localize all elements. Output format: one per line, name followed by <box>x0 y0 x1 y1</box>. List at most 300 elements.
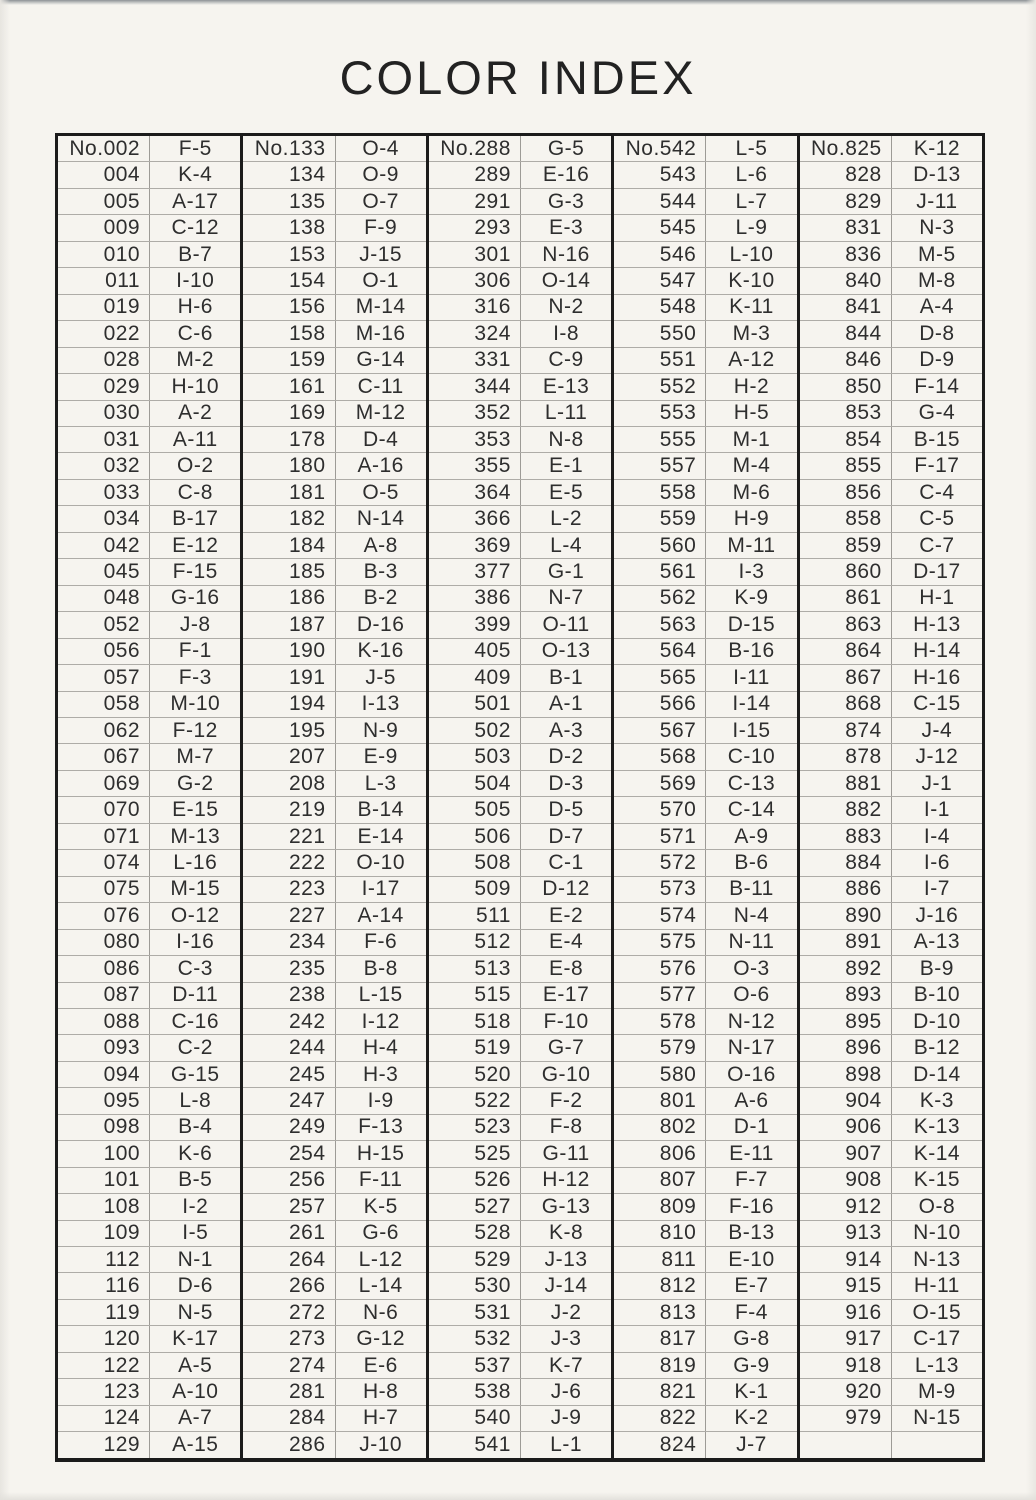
color-code-cell: K-12 <box>913 136 961 160</box>
table-row <box>614 1325 796 1351</box>
color-number-cell: 153 <box>243 242 335 267</box>
color-number-cell: 501 <box>429 692 521 717</box>
color-number-cell: 580 <box>614 1062 706 1087</box>
color-code-cell: B-14 <box>357 798 404 822</box>
table-row <box>800 1114 982 1140</box>
color-number-cell: 917 <box>800 1326 892 1351</box>
color-number-cell: 186 <box>243 586 335 611</box>
table-row <box>429 479 611 505</box>
color-code-cell: H-15 <box>356 1141 405 1165</box>
color-code-cell: D-7 <box>548 824 584 848</box>
table-row <box>243 1272 425 1298</box>
table-row <box>243 400 425 426</box>
color-code-cell: C-1 <box>548 850 584 874</box>
color-code-cell: M-2 <box>176 348 215 372</box>
table-row <box>243 373 425 399</box>
table-row <box>58 1352 240 1378</box>
color-number-cell: 853 <box>800 401 892 426</box>
color-number-cell: 112 <box>58 1247 150 1272</box>
color-number-cell: 182 <box>243 506 335 531</box>
table-row <box>243 849 425 875</box>
color-number-cell: 284 <box>243 1406 335 1431</box>
color-code-cell: O-5 <box>362 480 399 504</box>
color-code-cell: F-13 <box>358 1115 404 1139</box>
table-row <box>243 214 425 240</box>
color-code-cell: L-6 <box>735 163 768 187</box>
table-row <box>614 320 796 346</box>
color-code-cell: A-9 <box>734 824 769 848</box>
color-number-cell: 564 <box>614 639 706 664</box>
color-code-cell: L-10 <box>729 242 774 266</box>
color-code-cell: L-13 <box>914 1353 959 1377</box>
color-number-cell: 266 <box>243 1273 335 1298</box>
color-code-cell: E-7 <box>734 1274 769 1298</box>
table-row <box>243 1325 425 1351</box>
color-number-cell: 154 <box>243 268 335 293</box>
table-row <box>429 241 611 267</box>
table-row <box>429 294 611 320</box>
table-row <box>800 241 982 267</box>
table-row <box>429 1299 611 1325</box>
color-code-cell: O-13 <box>541 639 591 663</box>
color-code-cell: I-8 <box>553 321 580 345</box>
table-row <box>58 1378 240 1404</box>
table-row <box>429 638 611 664</box>
table-row <box>614 267 796 293</box>
table-row <box>614 1272 796 1298</box>
color-number-cell: 531 <box>429 1300 521 1325</box>
table-row <box>800 717 982 743</box>
table-row <box>429 347 611 373</box>
color-code-cell: B-6 <box>734 850 769 874</box>
table-row <box>58 558 240 584</box>
color-number-cell: 907 <box>800 1141 892 1166</box>
table-row <box>58 400 240 426</box>
color-code-cell: J-6 <box>550 1380 582 1404</box>
color-number-cell: 369 <box>429 533 521 558</box>
color-code-cell: J-7 <box>736 1432 767 1456</box>
table-row <box>800 505 982 531</box>
table-row <box>58 1008 240 1034</box>
color-code-cell: E-9 <box>363 745 398 769</box>
table-row <box>800 1325 982 1351</box>
table-row <box>58 294 240 320</box>
table-row <box>243 1034 425 1060</box>
table-row <box>429 1246 611 1272</box>
color-number-cell: 874 <box>800 718 892 743</box>
color-code-cell: O-14 <box>541 268 591 292</box>
color-number-cell: 579 <box>614 1035 706 1060</box>
color-number-cell: 057 <box>58 665 150 690</box>
table-row <box>58 452 240 478</box>
color-code-cell: F-4 <box>734 1300 768 1324</box>
color-code-cell: C-5 <box>919 507 955 531</box>
table-row <box>614 664 796 690</box>
color-number-cell: 281 <box>243 1379 335 1404</box>
color-number-cell: 344 <box>429 374 521 399</box>
table-row <box>614 1405 796 1431</box>
color-number-cell: 858 <box>800 506 892 531</box>
color-code-cell: F-8 <box>549 1115 583 1139</box>
color-code-cell: H-2 <box>733 374 770 398</box>
color-code-cell: E-11 <box>729 1141 774 1165</box>
table-row <box>614 479 796 505</box>
color-number-cell: 034 <box>58 506 150 531</box>
color-number-cell: 108 <box>58 1194 150 1219</box>
color-number-cell: 836 <box>800 242 892 267</box>
color-code-cell: H-5 <box>733 401 770 425</box>
color-code-cell: M-14 <box>355 295 406 319</box>
table-row <box>429 1352 611 1378</box>
table-row <box>800 558 982 584</box>
color-number-cell: 523 <box>429 1115 521 1140</box>
table-row <box>614 982 796 1008</box>
color-code-cell: H-1 <box>919 586 955 610</box>
color-code-cell: C-13 <box>727 771 776 795</box>
table-row <box>58 1087 240 1113</box>
color-code-cell: J-3 <box>550 1327 582 1351</box>
color-number-cell: 207 <box>243 744 335 769</box>
color-code-cell: D-5 <box>548 798 584 822</box>
color-number-cell: 184 <box>243 533 335 558</box>
color-number-cell: 087 <box>58 983 150 1008</box>
color-number-cell: 915 <box>800 1273 892 1298</box>
color-number-cell: 178 <box>243 427 335 452</box>
color-code-cell: A-6 <box>734 1089 769 1113</box>
table-row <box>614 1087 796 1113</box>
table-row <box>429 320 611 346</box>
color-number-cell: 119 <box>58 1300 150 1325</box>
color-number-cell: 071 <box>58 824 150 849</box>
color-code-cell: E-1 <box>548 454 584 478</box>
color-code-cell: H-8 <box>362 1380 399 1404</box>
color-number-cell: 098 <box>58 1115 150 1140</box>
color-number-cell: 289 <box>429 162 521 187</box>
color-code-cell: J-15 <box>359 242 403 266</box>
color-number-cell: 861 <box>800 586 892 611</box>
table-row <box>800 982 982 1008</box>
table-row <box>614 823 796 849</box>
color-number-cell: 029 <box>58 374 150 399</box>
color-code-cell: M-11 <box>727 533 776 557</box>
color-number-cell: 190 <box>243 639 335 664</box>
color-number-cell: 306 <box>429 268 521 293</box>
table-row <box>800 823 982 849</box>
color-code-cell: O-15 <box>912 1300 962 1324</box>
color-code-cell: E-12 <box>172 533 219 557</box>
table-row <box>614 373 796 399</box>
color-number-cell: 076 <box>58 903 150 928</box>
table-row <box>614 1193 796 1219</box>
color-number-cell: 863 <box>800 612 892 637</box>
table-row <box>429 664 611 690</box>
color-number-cell: 219 <box>243 797 335 822</box>
table-row <box>243 452 425 478</box>
table-row <box>614 611 796 637</box>
color-number-cell: 004 <box>58 162 150 187</box>
color-code-cell: B-17 <box>172 507 219 531</box>
color-code-cell: F-14 <box>914 374 960 398</box>
color-number-cell: 291 <box>429 189 521 214</box>
color-code-cell: M-8 <box>918 268 956 292</box>
color-number-cell: 550 <box>614 321 706 346</box>
table-row <box>429 558 611 584</box>
table-row <box>800 1034 982 1060</box>
color-code-cell: E-17 <box>542 983 590 1007</box>
table-row <box>614 505 796 531</box>
color-number-cell: 506 <box>429 824 521 849</box>
color-number-cell: 567 <box>614 718 706 743</box>
table-column-group-3 <box>426 136 611 1458</box>
table-row <box>429 849 611 875</box>
color-number-cell: 030 <box>58 401 150 426</box>
table-row <box>614 929 796 955</box>
table-row <box>243 1246 425 1272</box>
color-number-cell: 048 <box>58 586 150 611</box>
color-code-cell: H-9 <box>733 507 770 531</box>
table-row <box>429 1193 611 1219</box>
color-number-cell: 509 <box>429 877 521 902</box>
color-code-cell: I-9 <box>367 1089 394 1113</box>
color-code-cell: H-10 <box>171 374 220 398</box>
color-number-cell: 831 <box>800 215 892 240</box>
color-code-cell: L-4 <box>550 533 582 557</box>
color-code-cell: E-5 <box>548 480 584 504</box>
color-code-cell: J-16 <box>915 903 959 927</box>
color-number-cell: 274 <box>243 1353 335 1378</box>
table-row <box>429 1087 611 1113</box>
color-number-cell: 257 <box>243 1194 335 1219</box>
table-row <box>243 664 425 690</box>
table-row <box>614 638 796 664</box>
color-number-cell: 009 <box>58 215 150 240</box>
color-number-cell: 264 <box>243 1247 335 1272</box>
table-row <box>800 188 982 214</box>
table-row <box>243 717 425 743</box>
table-row <box>58 929 240 955</box>
color-code-cell: O-1 <box>362 268 399 292</box>
color-code-cell: K-14 <box>913 1141 961 1165</box>
color-number-cell: 896 <box>800 1035 892 1060</box>
color-number-cell: 914 <box>800 1247 892 1272</box>
color-code-cell: H-13 <box>913 612 961 636</box>
table-row <box>614 532 796 558</box>
color-number-cell: 386 <box>429 586 521 611</box>
color-number-cell: 528 <box>429 1221 521 1246</box>
color-number-cell: 898 <box>800 1062 892 1087</box>
color-number-cell: 222 <box>243 850 335 875</box>
color-code-cell: G-15 <box>170 1062 220 1086</box>
color-code-cell: O-10 <box>356 850 405 874</box>
color-number-cell: 525 <box>429 1141 521 1166</box>
color-number-cell: 979 <box>800 1406 892 1431</box>
color-code-cell: C-12 <box>171 216 220 240</box>
table-row <box>429 770 611 796</box>
table-row <box>429 136 611 161</box>
table-row <box>429 532 611 558</box>
table-row <box>800 1272 982 1298</box>
table-row <box>800 1087 982 1113</box>
table-row <box>429 743 611 769</box>
color-number-cell: 062 <box>58 718 150 743</box>
color-number-cell: 249 <box>243 1115 335 1140</box>
table-row <box>58 426 240 452</box>
color-number-cell: 503 <box>429 744 521 769</box>
color-code-cell: J-2 <box>550 1300 582 1324</box>
color-number-cell: 129 <box>58 1432 150 1457</box>
color-number-cell: No.542 <box>614 136 706 161</box>
table-row <box>243 585 425 611</box>
color-code-cell: D-11 <box>172 983 219 1007</box>
table-row <box>614 161 796 187</box>
color-code-cell: M-16 <box>355 321 406 345</box>
color-number-cell: 301 <box>429 242 521 267</box>
color-number-cell: 093 <box>58 1035 150 1060</box>
color-code-cell: F-2 <box>549 1089 583 1113</box>
color-number-cell: 293 <box>429 215 521 240</box>
color-number-cell: 526 <box>429 1168 521 1193</box>
color-code-cell: B-2 <box>363 586 398 610</box>
table-row <box>429 1140 611 1166</box>
color-number-cell: 028 <box>58 348 150 373</box>
table-row <box>58 1405 240 1431</box>
color-code-cell: M-6 <box>732 480 771 504</box>
color-code-cell: I-4 <box>923 824 950 848</box>
table-row <box>800 1299 982 1325</box>
table-row <box>614 691 796 717</box>
color-code-cell: H-3 <box>362 1062 399 1086</box>
color-code-cell: I-13 <box>361 692 400 716</box>
table-row <box>429 267 611 293</box>
color-number-cell: 846 <box>800 348 892 373</box>
color-code-cell: F-3 <box>178 665 212 689</box>
color-code-cell: K-9 <box>734 586 769 610</box>
table-row <box>243 611 425 637</box>
color-number-cell: 512 <box>429 930 521 955</box>
color-code-cell: F-5 <box>178 136 212 160</box>
table-row <box>800 400 982 426</box>
color-code-cell: B-11 <box>729 877 774 901</box>
color-number-cell: 158 <box>243 321 335 346</box>
color-number-cell: 261 <box>243 1221 335 1246</box>
color-number-cell: 033 <box>58 480 150 505</box>
table-row <box>243 241 425 267</box>
table-row <box>243 1405 425 1431</box>
color-code-cell: F-6 <box>364 930 398 954</box>
table-row <box>800 479 982 505</box>
color-number-cell: 191 <box>243 665 335 690</box>
color-code-cell: L-2 <box>550 507 582 531</box>
table-row <box>58 1272 240 1298</box>
color-code-cell: F-11 <box>358 1168 403 1192</box>
table-row <box>58 1140 240 1166</box>
table-row <box>614 241 796 267</box>
table-row <box>800 849 982 875</box>
color-code-cell: C-17 <box>913 1327 961 1351</box>
table-row <box>614 902 796 928</box>
table-row <box>800 1431 982 1457</box>
table-row <box>429 955 611 981</box>
color-code-cell: B-13 <box>728 1221 775 1245</box>
color-code-cell: G-7 <box>547 1036 585 1060</box>
color-code-cell: N-15 <box>913 1406 961 1430</box>
color-code-cell: I-1 <box>923 798 950 822</box>
color-number-cell: No.288 <box>429 136 521 161</box>
color-code-cell: M-1 <box>732 427 771 451</box>
color-code-cell: A-1 <box>548 692 584 716</box>
color-number-cell: 563 <box>614 612 706 637</box>
color-number-cell: 101 <box>58 1168 150 1193</box>
color-code-cell: D-13 <box>913 163 961 187</box>
table-row <box>614 558 796 584</box>
color-number-cell: 353 <box>429 427 521 452</box>
color-number-cell: 906 <box>800 1115 892 1140</box>
color-number-cell: 124 <box>58 1406 150 1431</box>
color-code-cell: K-3 <box>919 1089 954 1113</box>
color-code-cell: I-14 <box>732 692 771 716</box>
table-row <box>800 1140 982 1166</box>
color-code-cell: M-12 <box>355 401 406 425</box>
color-number-cell: 573 <box>614 877 706 902</box>
color-number-cell: 075 <box>58 877 150 902</box>
color-number-cell: 882 <box>800 797 892 822</box>
table-row <box>800 452 982 478</box>
table-row <box>243 1140 425 1166</box>
table-row <box>58 479 240 505</box>
color-number-cell: 829 <box>800 189 892 214</box>
color-code-cell: M-10 <box>170 692 221 716</box>
table-row <box>800 294 982 320</box>
color-code-cell: D-8 <box>919 321 955 345</box>
color-number-cell: 364 <box>429 480 521 505</box>
color-code-cell: I-16 <box>176 930 215 954</box>
color-number-cell: 530 <box>429 1273 521 1298</box>
color-number-cell: 545 <box>614 215 706 240</box>
color-code-cell: N-9 <box>362 718 399 742</box>
color-number-cell: 245 <box>243 1062 335 1087</box>
color-number-cell: 569 <box>614 771 706 796</box>
color-code-cell: N-5 <box>177 1300 213 1324</box>
color-code-cell: F-10 <box>543 1009 589 1033</box>
table-row <box>800 691 982 717</box>
color-code-cell: N-13 <box>913 1247 961 1271</box>
color-code-cell: D-9 <box>919 348 955 372</box>
color-code-cell: G-6 <box>362 1221 399 1245</box>
color-number-cell: 864 <box>800 639 892 664</box>
color-code-cell: N-4 <box>733 903 770 927</box>
color-number-cell: 807 <box>614 1168 706 1193</box>
color-code-cell: N-11 <box>728 930 775 954</box>
color-code-cell: F-16 <box>728 1194 775 1218</box>
table-row <box>58 876 240 902</box>
color-code-cell: J-10 <box>359 1432 403 1456</box>
color-number-cell: 867 <box>800 665 892 690</box>
color-code-cell: G-13 <box>541 1194 591 1218</box>
color-code-cell: I-12 <box>361 1009 400 1033</box>
color-code-cell: K-6 <box>178 1141 213 1165</box>
table-row <box>800 876 982 902</box>
table-row <box>243 743 425 769</box>
color-number-cell: 577 <box>614 983 706 1008</box>
table-row <box>58 161 240 187</box>
color-code-cell: G-1 <box>547 559 585 583</box>
color-code-cell: I-11 <box>733 665 770 689</box>
color-number-cell: 316 <box>429 295 521 320</box>
table-row <box>58 347 240 373</box>
color-code-cell: L-15 <box>358 983 403 1007</box>
color-number-cell: 546 <box>614 242 706 267</box>
table-row <box>800 532 982 558</box>
